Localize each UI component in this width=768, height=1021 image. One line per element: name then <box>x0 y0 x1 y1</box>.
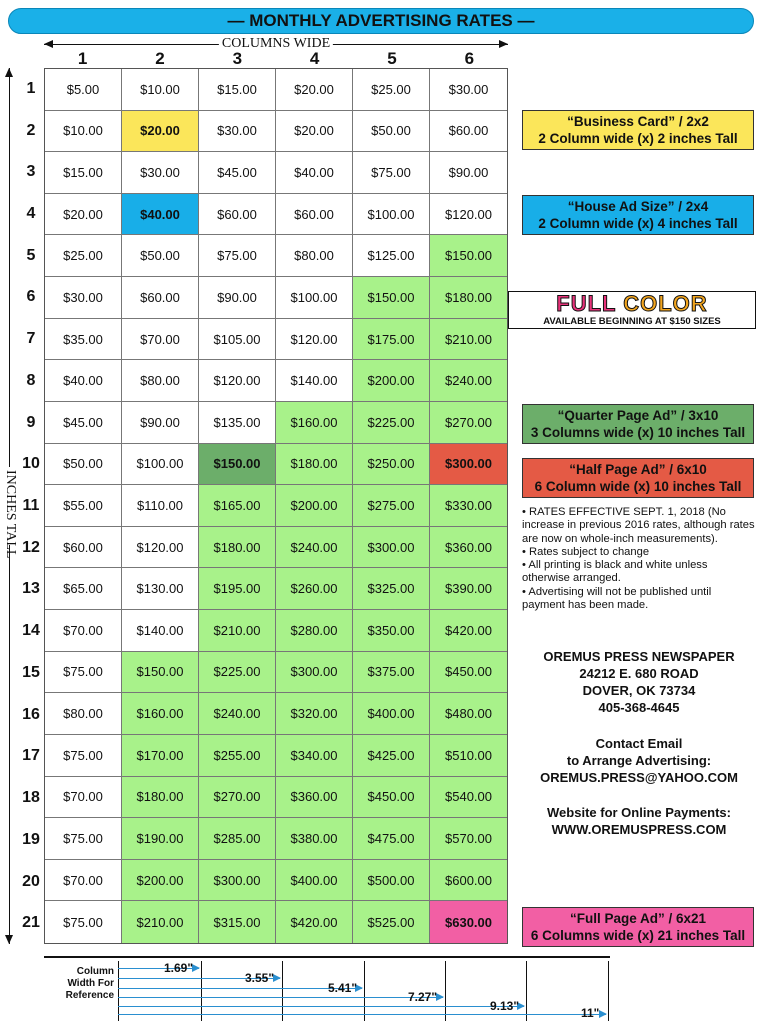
column-number: 5 <box>387 49 397 68</box>
rate-cell: $540.00 <box>430 777 507 819</box>
rate-cell: $400.00 <box>353 693 430 735</box>
rate-cell: $180.00 <box>276 444 353 486</box>
rate-cell: $380.00 <box>276 818 353 860</box>
row-number: 15 <box>22 663 40 681</box>
row-number: 5 <box>26 246 36 264</box>
rate-cell: $500.00 <box>353 860 430 902</box>
website-block <box>522 804 756 838</box>
rate-cell: $400.00 <box>276 860 353 902</box>
rate-cell: $450.00 <box>430 652 507 694</box>
column-width-reference <box>44 954 610 1020</box>
rate-cell: $240.00 <box>276 527 353 569</box>
rate-cell: $250.00 <box>353 444 430 486</box>
rate-cell: $475.00 <box>353 818 430 860</box>
row-number: 11 <box>22 497 40 515</box>
rate-cell: $200.00 <box>353 360 430 402</box>
full-color-subtitle: AVAILABLE BEGINNING AT $150 SIZES <box>543 316 721 327</box>
arrow-left-icon <box>44 40 53 48</box>
rate-cell: $35.00 <box>45 319 122 361</box>
rate-cell: $60.00 <box>199 194 276 236</box>
rate-cell: $55.00 <box>45 485 122 527</box>
rate-cell: $130.00 <box>122 568 199 610</box>
rate-cell: $40.00 <box>45 360 122 402</box>
contact-email-link[interactable]: OREMUS.PRESS@YAHOO.COM <box>540 770 738 785</box>
width-5: 9.13" <box>490 999 520 1013</box>
phone-number: 405-368-4645 <box>598 700 680 715</box>
row-number: 20 <box>22 872 40 890</box>
rate-cell: $225.00 <box>353 402 430 444</box>
full-page-box <box>522 907 754 947</box>
rate-cell: $5.00 <box>45 69 122 111</box>
rate-cell: $20.00 <box>276 69 353 111</box>
width-arrow <box>118 988 362 989</box>
rate-cell: $275.00 <box>353 485 430 527</box>
rate-cell: $150.00 <box>122 652 199 694</box>
rate-cell: $160.00 <box>122 693 199 735</box>
house-ad-box <box>522 195 754 235</box>
row-number: 17 <box>22 747 40 765</box>
row-number: 13 <box>22 580 40 598</box>
width-arrow <box>118 1006 524 1007</box>
rate-cell: $570.00 <box>430 818 507 860</box>
rate-cell: $300.00 <box>276 652 353 694</box>
rate-cell: $210.00 <box>430 319 507 361</box>
full-word: FULL <box>556 291 617 316</box>
title-banner: — MONTHLY ADVERTISING RATES — <box>8 8 754 34</box>
half-page-box <box>522 458 754 498</box>
row-number: 1 <box>26 79 36 97</box>
width-4: 7.27" <box>408 990 438 1004</box>
columns-wide-label: COLUMNS WIDE <box>219 36 333 52</box>
row-number: 10 <box>22 455 40 473</box>
arrow-up-icon <box>5 68 13 77</box>
rate-cell: $50.00 <box>45 444 122 486</box>
full-color-heading <box>509 292 755 316</box>
rate-cell: $180.00 <box>122 777 199 819</box>
rate-cell: $140.00 <box>276 360 353 402</box>
contact-email-block <box>522 735 756 786</box>
rate-cell: $425.00 <box>353 735 430 777</box>
rate-cell: $20.00 <box>122 111 199 153</box>
row-number: 19 <box>22 830 40 848</box>
rate-cell: $300.00 <box>430 444 507 486</box>
rate-cell: $190.00 <box>122 818 199 860</box>
rate-cell: $45.00 <box>45 402 122 444</box>
rate-cell: $20.00 <box>276 111 353 153</box>
business-card-box <box>522 110 754 150</box>
rate-cell: $90.00 <box>122 402 199 444</box>
note-item: • All printing is black and white unless otherwise arranged. <box>522 559 708 585</box>
rate-cell: $50.00 <box>353 111 430 153</box>
contact-line2: to Arrange Advertising: <box>566 753 712 768</box>
rate-cell: $60.00 <box>276 194 353 236</box>
rate-cell: $240.00 <box>199 693 276 735</box>
arrow-down-icon <box>5 935 13 944</box>
rate-cell: $120.00 <box>276 319 353 361</box>
rate-cell: $40.00 <box>276 152 353 194</box>
rate-cell: $420.00 <box>276 901 353 943</box>
rate-cell: $360.00 <box>430 527 507 569</box>
rate-cell: $60.00 <box>430 111 507 153</box>
full-page-desc: 6 Columns wide (x) 21 inches Tall <box>530 928 746 943</box>
business-card-title: “Business Card” / 2x2 <box>567 114 709 129</box>
rate-cell: $210.00 <box>199 610 276 652</box>
rate-cell: $525.00 <box>353 901 430 943</box>
inches-tall-indicator <box>2 68 18 944</box>
rate-cell: $360.00 <box>276 777 353 819</box>
rate-cell: $70.00 <box>45 610 122 652</box>
rate-cell: $315.00 <box>199 901 276 943</box>
address-block <box>522 648 756 716</box>
rate-cell: $150.00 <box>430 235 507 277</box>
column-number: 3 <box>232 49 243 68</box>
rate-cell: $30.00 <box>199 111 276 153</box>
note-item: • RATES EFFECTIVE SEPT. 1, 2018 (No increase in previous 2016 rates, although rates are now on whole-inch measurements). <box>522 506 755 545</box>
rate-cell: $270.00 <box>199 777 276 819</box>
website-line1: Website for Online Payments: <box>547 805 731 820</box>
rate-cell: $180.00 <box>430 277 507 319</box>
rate-cell: $25.00 <box>45 235 122 277</box>
street-address: 24212 E. 680 ROAD <box>579 666 699 681</box>
contact-line1: Contact Email <box>595 736 683 751</box>
rate-cell: $125.00 <box>353 235 430 277</box>
rate-cell: $280.00 <box>276 610 353 652</box>
quarter-page-title: “Quarter Page Ad” / 3x10 <box>557 408 719 423</box>
rate-cell: $140.00 <box>122 610 199 652</box>
rate-cell: $15.00 <box>199 69 276 111</box>
width-3: 5.41" <box>328 981 358 995</box>
quarter-page-desc: 3 Columns wide (x) 10 inches Tall <box>530 425 746 440</box>
column-number: 4 <box>309 49 320 68</box>
rate-cell: $60.00 <box>122 277 199 319</box>
rate-cell: $200.00 <box>122 860 199 902</box>
rate-cell: $180.00 <box>199 527 276 569</box>
business-card-desc: 2 Column wide (x) 2 inches Tall <box>538 131 738 146</box>
rate-cell: $150.00 <box>353 277 430 319</box>
rate-cell: $30.00 <box>45 277 122 319</box>
rate-cell: $450.00 <box>353 777 430 819</box>
width-arrow <box>118 997 443 998</box>
row-number: 18 <box>22 789 40 807</box>
house-ad-title: “House Ad Size” / 2x4 <box>567 199 709 214</box>
rate-cell: $210.00 <box>122 901 199 943</box>
rate-cell: $170.00 <box>122 735 199 777</box>
rate-cell: $135.00 <box>199 402 276 444</box>
note-item: • Rates subject to change <box>522 545 650 558</box>
row-number: 21 <box>22 914 40 932</box>
rate-cell: $165.00 <box>199 485 276 527</box>
rate-cell: $65.00 <box>45 568 122 610</box>
rate-cell: $255.00 <box>199 735 276 777</box>
rate-cell: $50.00 <box>122 235 199 277</box>
rate-cell: $75.00 <box>199 235 276 277</box>
rate-cell: $600.00 <box>430 860 507 902</box>
rate-cell: $340.00 <box>276 735 353 777</box>
half-page-title: “Half Page Ad” / 6x10 <box>569 462 707 477</box>
rate-cell: $100.00 <box>276 277 353 319</box>
rate-cell: $120.00 <box>430 194 507 236</box>
row-numbers <box>18 68 44 944</box>
rate-cell: $150.00 <box>199 444 276 486</box>
rate-cell: $80.00 <box>122 360 199 402</box>
column-number: 2 <box>155 49 165 68</box>
rate-cell: $480.00 <box>430 693 507 735</box>
note-item: • Advertising will not be published until payment has been made. <box>522 585 712 612</box>
row-number: 2 <box>26 121 36 139</box>
arrow-right-icon <box>499 40 508 48</box>
color-word: COLOR <box>623 291 708 316</box>
rate-cell: $75.00 <box>45 735 122 777</box>
rate-cell: $75.00 <box>353 152 430 194</box>
row-number: 16 <box>22 705 40 723</box>
rate-cell: $75.00 <box>45 652 122 694</box>
rate-cell: $320.00 <box>276 693 353 735</box>
width-2: 3.55" <box>245 971 275 985</box>
rate-cell: $70.00 <box>45 860 122 902</box>
full-page-title: “Full Page Ad” / 6x21 <box>569 911 707 926</box>
rate-cell: $270.00 <box>430 402 507 444</box>
rate-cell: $70.00 <box>45 777 122 819</box>
half-page-desc: 6 Column wide (x) 10 inches Tall <box>534 479 742 494</box>
rate-cell: $325.00 <box>353 568 430 610</box>
website-link[interactable]: WWW.OREMUSPRESS.COM <box>551 822 727 837</box>
rate-cell: $420.00 <box>430 610 507 652</box>
rate-cell: $30.00 <box>122 152 199 194</box>
rate-cell: $200.00 <box>276 485 353 527</box>
rate-cell: $195.00 <box>199 568 276 610</box>
full-color-box <box>508 291 756 329</box>
width-1: 1.69" <box>164 961 194 975</box>
rate-cell: $25.00 <box>353 69 430 111</box>
rate-cell: $40.00 <box>122 194 199 236</box>
rate-cell: $260.00 <box>276 568 353 610</box>
rate-cell: $105.00 <box>199 319 276 361</box>
rate-cell: $10.00 <box>122 69 199 111</box>
rate-cell: $90.00 <box>199 277 276 319</box>
inches-tall-label: INCHES TALL <box>2 467 18 545</box>
row-number: 7 <box>26 330 36 348</box>
rate-cell: $60.00 <box>45 527 122 569</box>
row-number: 8 <box>26 371 36 389</box>
row-number: 4 <box>26 205 36 223</box>
row-number: 3 <box>26 163 36 181</box>
width-arrow <box>118 1014 606 1015</box>
rate-cell: $110.00 <box>122 485 199 527</box>
rate-cell: $20.00 <box>45 194 122 236</box>
rate-cell: $90.00 <box>430 152 507 194</box>
rate-cell: $80.00 <box>45 693 122 735</box>
rate-cell: $175.00 <box>353 319 430 361</box>
rate-cell: $100.00 <box>122 444 199 486</box>
reference-label: Column Width For Reference <box>65 966 114 1001</box>
rate-cell: $80.00 <box>276 235 353 277</box>
rate-table <box>44 68 508 944</box>
rate-cell: $300.00 <box>353 527 430 569</box>
rate-cell: $375.00 <box>353 652 430 694</box>
rate-cell: $225.00 <box>199 652 276 694</box>
rate-cell: $630.00 <box>430 901 507 943</box>
quarter-page-box <box>522 404 754 444</box>
city-state-zip: DOVER, OK 73734 <box>582 683 696 698</box>
row-number: 6 <box>26 288 36 306</box>
rate-cell: $285.00 <box>199 818 276 860</box>
rate-cell: $510.00 <box>430 735 507 777</box>
rate-cell: $160.00 <box>276 402 353 444</box>
width-6: 11" <box>581 1006 600 1020</box>
rate-cell: $30.00 <box>430 69 507 111</box>
rate-cell: $70.00 <box>122 319 199 361</box>
row-number: 14 <box>22 622 40 640</box>
row-number: 9 <box>26 413 36 431</box>
column-numbers <box>44 50 508 68</box>
rate-cell: $15.00 <box>45 152 122 194</box>
rate-cell: $350.00 <box>353 610 430 652</box>
rate-cell: $100.00 <box>353 194 430 236</box>
rate-cell: $240.00 <box>430 360 507 402</box>
rate-cell: $120.00 <box>199 360 276 402</box>
house-ad-desc: 2 Column wide (x) 4 inches Tall <box>538 216 738 231</box>
rate-cell: $10.00 <box>45 111 122 153</box>
newspaper-name: OREMUS PRESS NEWSPAPER <box>543 649 735 664</box>
column-number: 1 <box>77 49 88 68</box>
rate-cell: $75.00 <box>45 818 122 860</box>
row-number: 12 <box>22 538 40 556</box>
rate-cell: $75.00 <box>45 901 122 943</box>
rate-cell: $45.00 <box>199 152 276 194</box>
rate-cell: $120.00 <box>122 527 199 569</box>
column-number: 6 <box>464 49 475 68</box>
rate-cell: $300.00 <box>199 860 276 902</box>
rate-cell: $390.00 <box>430 568 507 610</box>
rate-cell: $330.00 <box>430 485 507 527</box>
rate-notes <box>522 506 756 612</box>
